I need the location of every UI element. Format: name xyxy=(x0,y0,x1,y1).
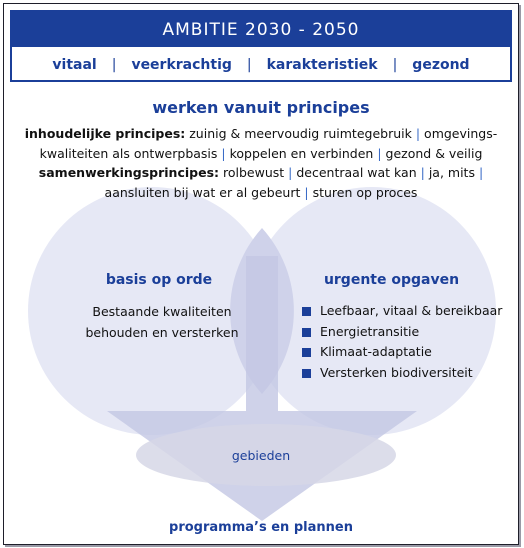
list-item: Leefbaar, vitaal & bereikbaar xyxy=(300,301,515,322)
principles-text xyxy=(16,124,506,202)
cooperation-principles-label: samenwerkingsprincipes: xyxy=(38,165,220,180)
value-separator: | xyxy=(392,57,398,73)
ambition-title: AMBITIE 2030 - 2050 xyxy=(12,12,510,47)
principle-separator: | xyxy=(377,145,382,161)
cooperation-principle: rolbewust xyxy=(223,165,285,180)
value-vitaal: vitaal xyxy=(52,57,97,73)
value-separator: | xyxy=(111,57,117,73)
left-circle-title: basis op orde xyxy=(105,272,213,288)
value-gezond: gezond xyxy=(412,57,470,73)
ambition-values xyxy=(12,50,510,80)
areas-label: gebieden xyxy=(231,448,291,463)
principle-separator: | xyxy=(288,165,293,180)
content-principle: kwaliteiten als ontwerpbasis xyxy=(39,145,218,161)
cooperation-principle: aansluiten bij wat er al gebeurt xyxy=(104,184,301,200)
list-item: Klimaat-adaptatie xyxy=(300,342,515,363)
principle-separator: | xyxy=(478,165,484,180)
principle-separator: | xyxy=(221,145,226,161)
right-circle-title: urgente opgaven xyxy=(323,272,460,288)
content-principle: omgevings- xyxy=(424,126,498,141)
cooperation-principle: ja, mits xyxy=(428,165,475,180)
content-principle: zuinig & meervoudig ruimtegebruik xyxy=(189,126,412,141)
principle-separator: | xyxy=(304,184,309,200)
urgent-tasks-list xyxy=(300,301,515,383)
content-principle: koppelen en verbinden xyxy=(229,145,374,161)
cooperation-principle: decentraal wat kan xyxy=(296,165,417,180)
list-item: Energietransitie xyxy=(300,322,515,343)
output-label: programma’s en plannen xyxy=(169,520,353,535)
principle-separator: | xyxy=(415,126,421,141)
list-item: Versterken biodiversiteit xyxy=(300,363,515,384)
left-circle-line: behouden en versterken xyxy=(85,325,239,340)
cooperation-principle: sturen op proces xyxy=(312,184,418,200)
value-separator: | xyxy=(246,57,252,73)
infographic-frame xyxy=(3,3,519,545)
left-circle-line: Bestaande kwaliteiten xyxy=(92,304,232,319)
ambition-header xyxy=(10,10,512,82)
principles-title: werken vanuit principes xyxy=(152,98,370,117)
value-karakteristiek: karakteristiek xyxy=(266,57,378,73)
content-principles-label: inhoudelijke principes: xyxy=(24,126,186,141)
principle-separator: | xyxy=(420,165,425,180)
content-principle: gezond & veilig xyxy=(385,145,483,161)
left-circle-text xyxy=(62,301,262,343)
value-veerkrachtig: veerkrachtig xyxy=(131,57,232,73)
